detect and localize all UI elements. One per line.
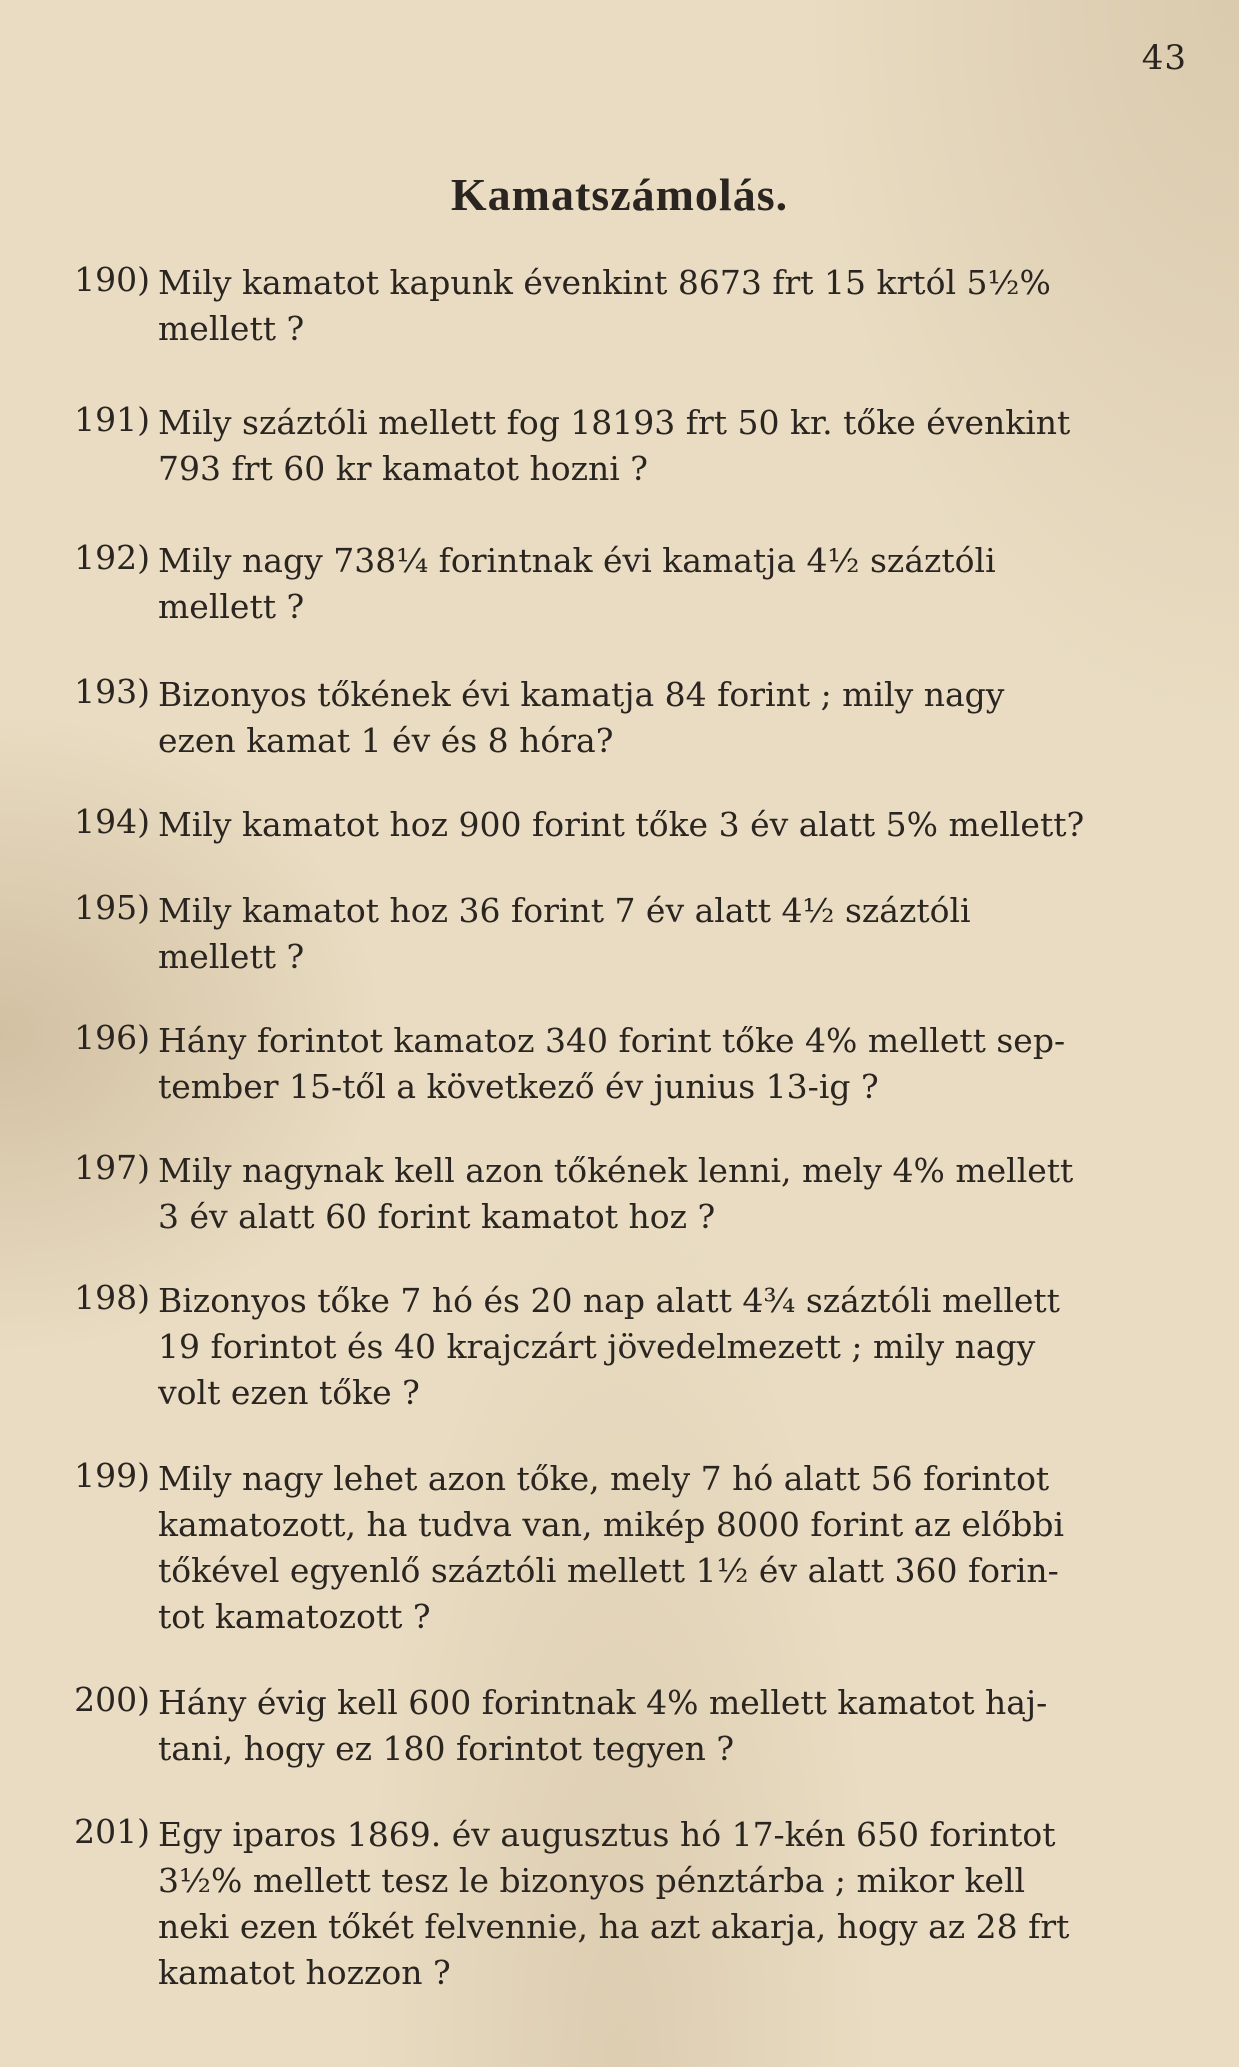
problem-number: 201) [74,1812,150,1851]
problem-line: Mily nagynak kell azon tőkének lenni, mely 4% mellett [158,1151,1074,1190]
problem-text [158,1456,1198,1640]
problem-text [158,888,1198,980]
problem-line: Hány forintot kamatoz 340 forint tőke 4% mellett sep- [158,1021,1066,1060]
problem-text [158,260,1198,352]
problem-line: tember 15-től a következő év junius 13-ig ? [158,1067,879,1106]
problem-number: 193) [74,672,150,711]
problem-line: Mily száztóli mellett fog 18193 frt 50 kr. tőke évenkint [158,403,1071,442]
problem-line: 19 forintot és 40 krajczárt jövedelmezett ; mily nagy [158,1327,1036,1366]
page-number: 43 [1141,38,1187,78]
problem-number: 190) [74,260,150,299]
problem-text [158,802,1198,848]
problem-line: mellett ? [158,937,305,976]
problem-number: 200) [74,1680,150,1719]
problem-line: Mily kamatot kapunk évenkint 8673 frt 15 krtól 5½% [158,263,1051,302]
problem-line: Hány évig kell 600 forintnak 4% mellett kamatot haj- [158,1683,1048,1722]
problem-line: Bizonyos tőkének évi kamatja 84 forint ; mily nagy [158,675,1005,714]
problem-line: mellett ? [158,309,305,348]
problem-text [158,1018,1198,1110]
problem-text [158,672,1198,764]
problem-text [158,1812,1198,1996]
problem-number: 192) [74,538,150,577]
problem-number: 199) [74,1456,150,1495]
problem-line: tőkével egyenlő száztóli mellett 1½ év alatt 360 forin- [158,1551,1059,1590]
problem-text [158,400,1198,492]
problem-text [158,1680,1198,1772]
problem-line: ezen kamat 1 év és 8 hóra? [158,721,614,760]
problem-line: Mily kamatot hoz 900 forint tőke 3 év alatt 5% mellett? [158,805,1085,844]
problem-line: mellett ? [158,587,305,626]
problem-line: 3 év alatt 60 forint kamatot hoz ? [158,1197,716,1236]
problem-number: 191) [74,400,150,439]
problem-line: Mily kamatot hoz 36 forint 7 év alatt 4½ száztóli [158,891,971,930]
problem-number: 197) [74,1148,150,1187]
problem-text [158,1148,1198,1240]
problem-line: Bizonyos tőke 7 hó és 20 nap alatt 4¾ száztóli mellett [158,1281,1060,1320]
problem-number: 194) [74,802,150,841]
problem-text [158,1278,1198,1416]
problem-line: Egy iparos 1869. év augusztus hó 17-kén 650 forintot [158,1815,1056,1854]
problem-line: 3½% mellett tesz le bizonyos pénztárba ; mikor kell [158,1861,1026,1900]
problem-line: Mily nagy 738¼ forintnak évi kamatja 4½ száztóli [158,541,996,580]
problem-number: 195) [74,888,150,927]
problem-line: tot kamatozott ? [158,1597,431,1636]
problem-line: volt ezen tőke ? [158,1373,420,1412]
problem-line: 793 frt 60 kr kamatot hozni ? [158,449,648,488]
problem-line: Mily nagy lehet azon tőke, mely 7 hó alatt 56 forintot [158,1459,1050,1498]
problem-line: kamatozott, ha tudva van, mikép 8000 forint az előbbi [158,1505,1065,1544]
problem-number: 198) [74,1278,150,1317]
problem-line: neki ezen tőkét felvennie, ha azt akarja, hogy az 28 frt [158,1907,1070,1946]
problem-line: tani, hogy ez 180 forintot tegyen ? [158,1729,735,1768]
problem-line: kamatot hozzon ? [158,1953,451,1992]
problem-number: 196) [74,1018,150,1057]
problem-text [158,538,1198,630]
page-title: Kamatszámolás. [450,169,789,220]
